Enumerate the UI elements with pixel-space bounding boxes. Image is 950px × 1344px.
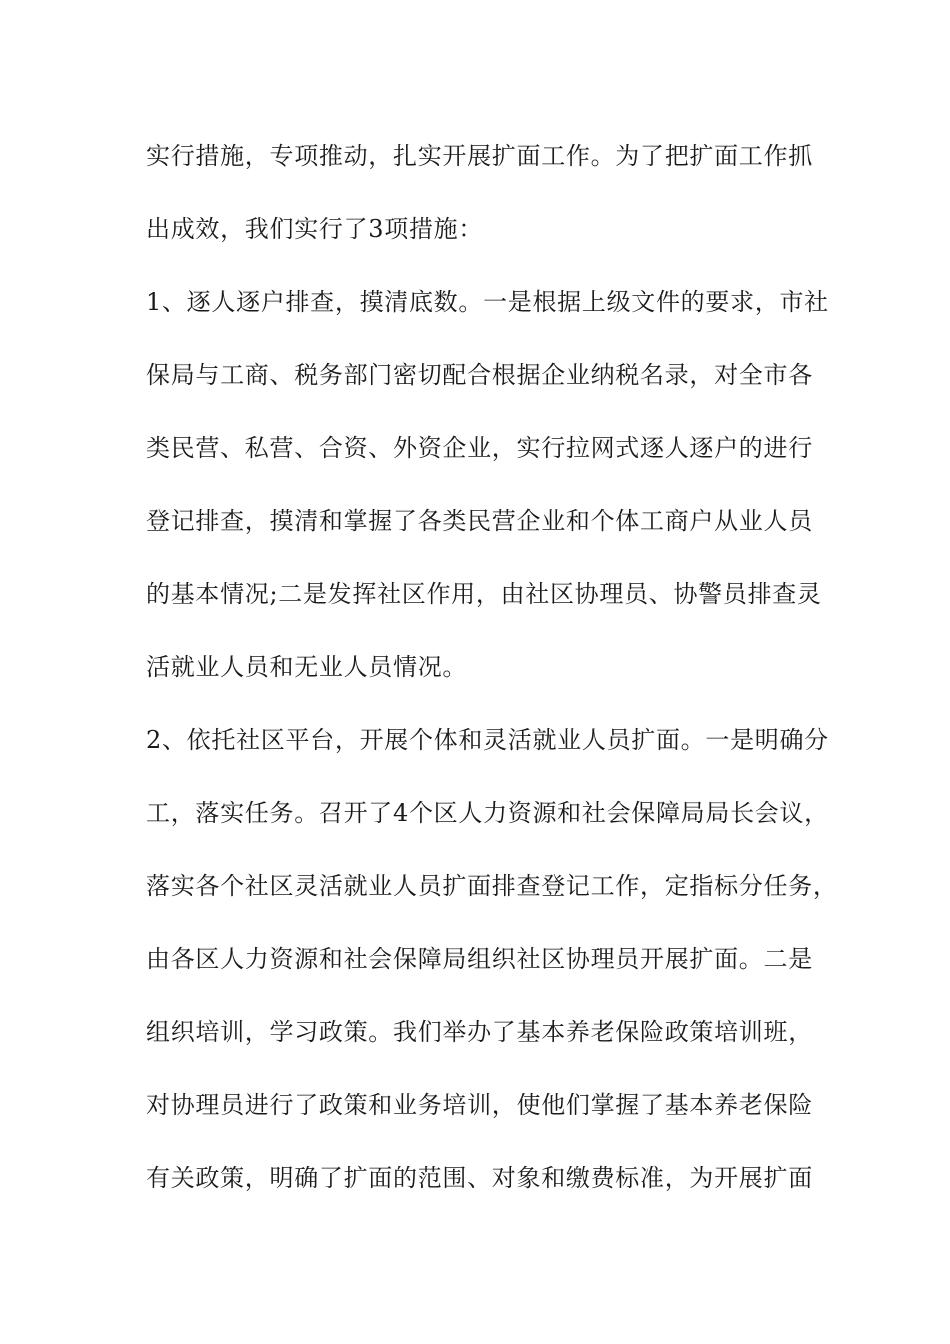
text-line: 1、逐人逐户排查，摸清底数。一是根据上级文件的要求，市社 bbox=[146, 288, 829, 316]
text-line: 有关政策，明确了扩面的范围、对象和缴费标准，为开展扩面 bbox=[146, 1164, 813, 1192]
text-line: 组织培训，学习政策。我们举办了基本养老保险政策培训班， bbox=[146, 1018, 813, 1046]
text-line: 实行措施，专项推动，扎实开展扩面工作。为了把扩面工作抓 bbox=[146, 142, 813, 170]
text-line: 出成效，我们实行了3项措施： bbox=[146, 215, 484, 243]
text-line: 活就业人员和无业人员情况。 bbox=[146, 653, 468, 681]
text-line: 2、依托社区平台，开展个体和灵活就业人员扩面。一是明确分 bbox=[146, 726, 829, 754]
text-line: 落实各个社区灵活就业人员扩面排查登记工作，定指标分任务， bbox=[146, 872, 838, 900]
text-line: 的基本情况;二是发挥社区作用，由社区协理员、协警员排查灵 bbox=[146, 580, 822, 608]
text-line: 类民营、私营、合资、外资企业，实行拉网式逐人逐户的进行 bbox=[146, 434, 813, 462]
text-line: 保局与工商、税务部门密切配合根据企业纳税名录，对全市各 bbox=[146, 361, 813, 389]
text-line: 登记排查，摸清和掌握了各类民营企业和个体工商户从业人员 bbox=[146, 507, 813, 535]
text-line: 由各区人力资源和社会保障局组织社区协理员开展扩面。二是 bbox=[146, 945, 813, 973]
text-line: 对协理员进行了政策和业务培训，使他们掌握了基本养老保险 bbox=[146, 1091, 813, 1119]
text-line: 工，落实任务。召开了4个区人力资源和社会保障局局长会议， bbox=[146, 799, 829, 827]
